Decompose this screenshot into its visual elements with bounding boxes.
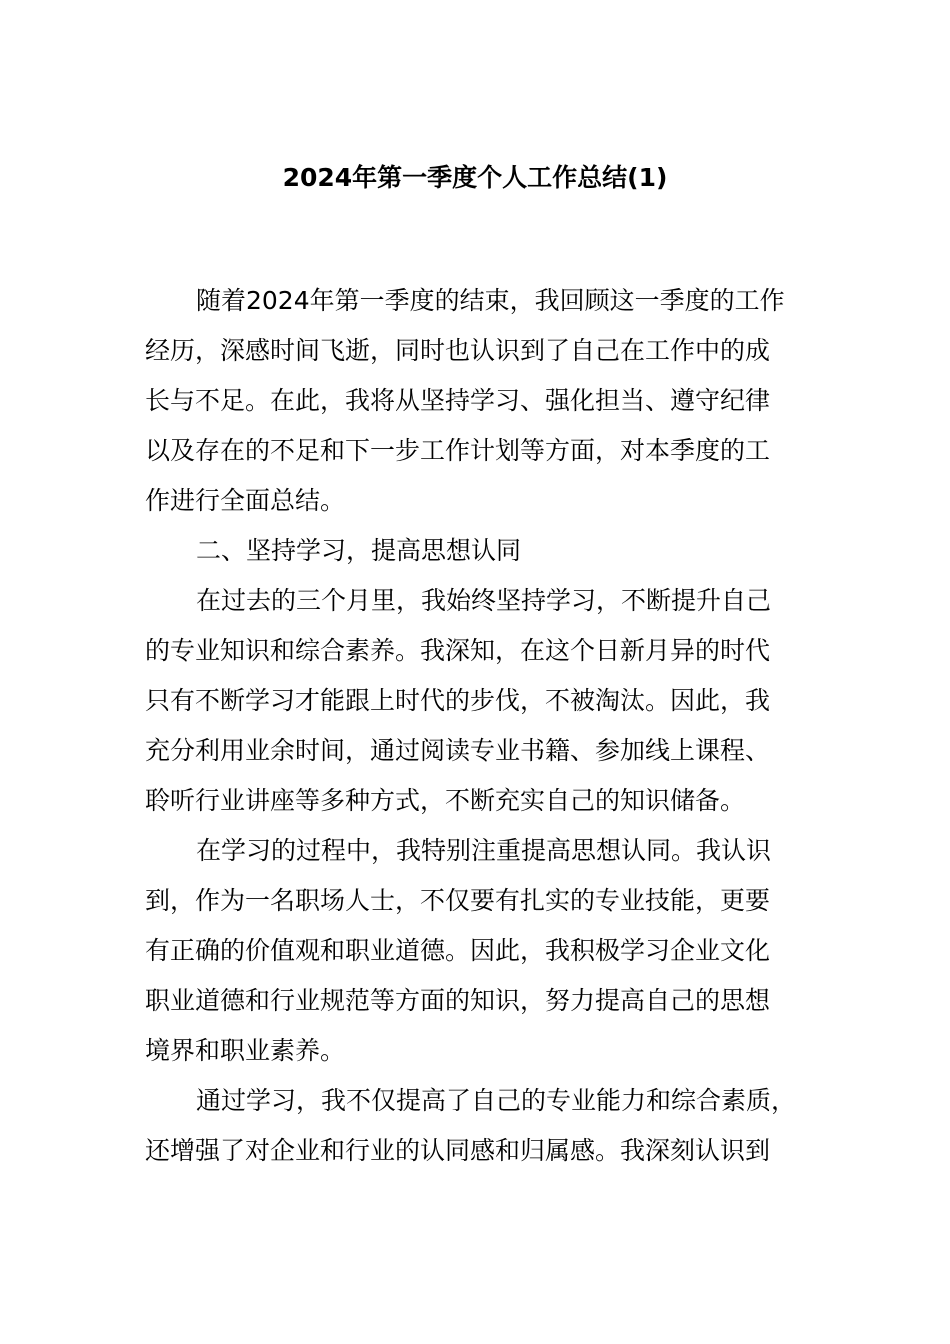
paragraph-line: 聆听行业讲座等多种方式，不断充实自己的知识储备。 — [145, 786, 746, 815]
paragraph-line: 在过去的三个月里，我始终坚持学习，不断提升自己 — [196, 586, 772, 615]
paragraph-line: 的专业知识和综合素养。我深知，在这个日新月异的时代 — [145, 636, 771, 665]
paragraph-line: 作进行全面总结。 — [145, 486, 346, 515]
paragraph-line: 经历，深感时间飞逝，同时也认识到了自己在工作中的成 — [145, 336, 771, 365]
paragraph-line: 职业道德和行业规范等方面的知识，努力提高自己的思想 — [145, 986, 771, 1015]
paragraph-line: 只有不断学习才能跟上时代的步伐，不被淘汰。因此，我 — [145, 686, 771, 715]
document-title: 2024年第一季度个人工作总结(1) — [282, 163, 668, 192]
paragraph-line: 境界和职业素养。 — [145, 1036, 346, 1065]
paragraph-line: 以及存在的不足和下一步工作计划等方面，对本季度的工 — [145, 436, 771, 465]
paragraph-line: 通过学习，我不仅提高了自己的专业能力和综合素质， — [196, 1086, 797, 1115]
section-heading: 二、坚持学习，提高思想认同 — [196, 536, 522, 565]
paragraph-line: 长与不足。在此，我将从坚持学习、强化担当、遵守纪律 — [145, 386, 771, 415]
paragraph-line: 有正确的价值观和职业道德。因此，我积极学习企业文化 — [145, 936, 771, 965]
paragraph-line: 到，作为一名职场人士，不仅要有扎实的专业技能，更要 — [145, 886, 771, 915]
paragraph-line: 充分利用业余时间，通过阅读专业书籍、参加线上课程、 — [145, 736, 771, 765]
paragraph-line: 随着2024年第一季度的结束，我回顾这一季度的工作 — [196, 286, 785, 315]
paragraph-line: 还增强了对企业和行业的认同感和归属感。我深刻认识到 — [145, 1136, 771, 1165]
paragraph-line: 在学习的过程中，我特别注重提高思想认同。我认识 — [196, 836, 772, 865]
